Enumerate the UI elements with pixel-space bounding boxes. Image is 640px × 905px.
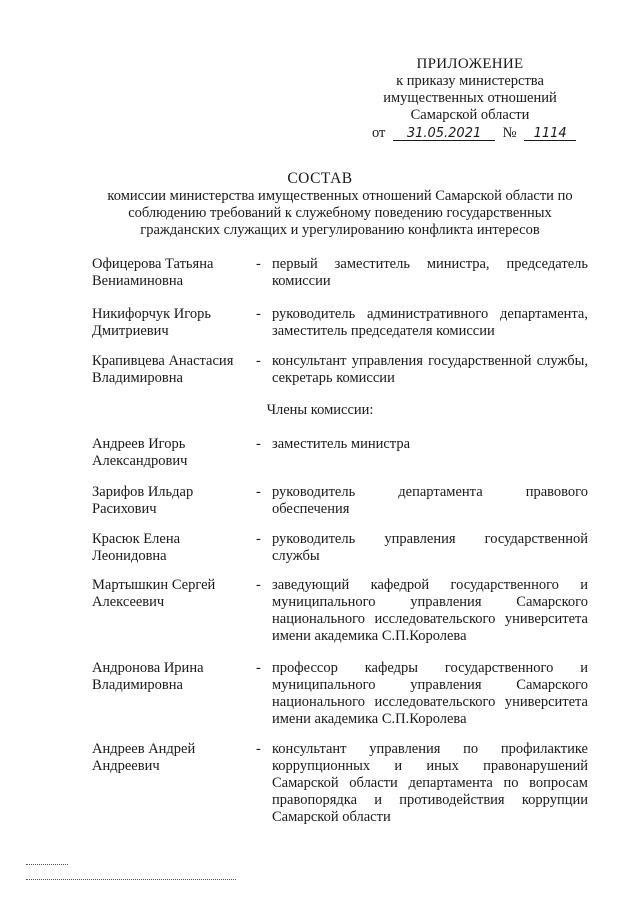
member-name: Андреев Игорь Александрович — [92, 436, 188, 469]
member-name: Никифорчук Игорь Дмитриевич — [92, 306, 211, 339]
appendix-block — [360, 56, 580, 124]
order-date-number — [372, 125, 576, 142]
from-label: от — [372, 125, 386, 141]
dash-separator: - — [256, 660, 261, 676]
appendix-heading: ПРИЛОЖЕНИЕ — [416, 56, 524, 72]
number-label: № — [502, 125, 517, 141]
member-name: Красюк Елена Леонидовна — [92, 531, 181, 564]
dash-separator: - — [256, 577, 261, 593]
member-role: консультант управления по профилактике коррупционных и иных правонарушений Самарской области департамента по вопросам правопорядка и противодействия коррупции Самарской области — [272, 741, 588, 825]
dash-separator: - — [256, 484, 261, 500]
order-number: 1114 — [524, 127, 576, 141]
member-name: Андронова Ирина Владимировна — [92, 660, 204, 693]
dash-separator: - — [256, 256, 261, 272]
member-role: профессор кафедры государственного и муниципального управления Самарского национального исследовательского университета имени академика С.П.Королева — [272, 660, 588, 727]
dash-separator: - — [256, 436, 261, 452]
order-date: 31.05.2021 — [393, 127, 495, 141]
footer-divider-short — [26, 864, 68, 865]
member-name: Крапивцева Анастасия Владимировна — [92, 353, 234, 386]
appendix-line-2: имущественных отношений — [383, 90, 557, 106]
appendix-line-3: Самарской области — [410, 107, 530, 123]
document-title: СОСТАВ — [287, 170, 353, 187]
member-role: первый заместитель министра, председатель комиссии — [272, 256, 588, 289]
member-role: консультант управления государственной службы, секретарь комиссии — [272, 353, 588, 386]
member-role: заведующий кафедрой государственного и муниципального управления Самарского национального исследовательского университета имени академика С.П.Королева — [272, 577, 588, 644]
member-role: заместитель министра — [272, 436, 411, 452]
member-name: Зарифов Ильдар Расихович — [92, 484, 194, 517]
dash-separator: - — [256, 741, 261, 757]
dash-separator: - — [256, 353, 261, 369]
member-role: руководитель управления государственной службы — [272, 531, 588, 564]
dash-separator: - — [256, 306, 261, 322]
dash-separator: - — [256, 531, 261, 547]
appendix-line-1: к приказу министерства — [396, 73, 544, 89]
member-name: Андреев Андрей Андреевич — [92, 741, 196, 774]
member-role: руководитель административного департамента, заместитель председателя комиссии — [272, 306, 588, 339]
document-subtitle: комиссии министерства имущественных отношений Самарской области по соблюдению требований к служебному поведению государственных гражданских служащих и урегулированию конфликта интересов — [107, 188, 573, 238]
member-role: руководитель департамента правового обеспечения — [272, 484, 588, 517]
members-heading: Члены комиссии: — [266, 402, 374, 418]
member-name: Офицерова Татьяна Вениаминовна — [92, 256, 214, 289]
member-name: Мартышкин Сергей Алексеевич — [92, 577, 216, 610]
footer-divider-long — [26, 879, 236, 880]
